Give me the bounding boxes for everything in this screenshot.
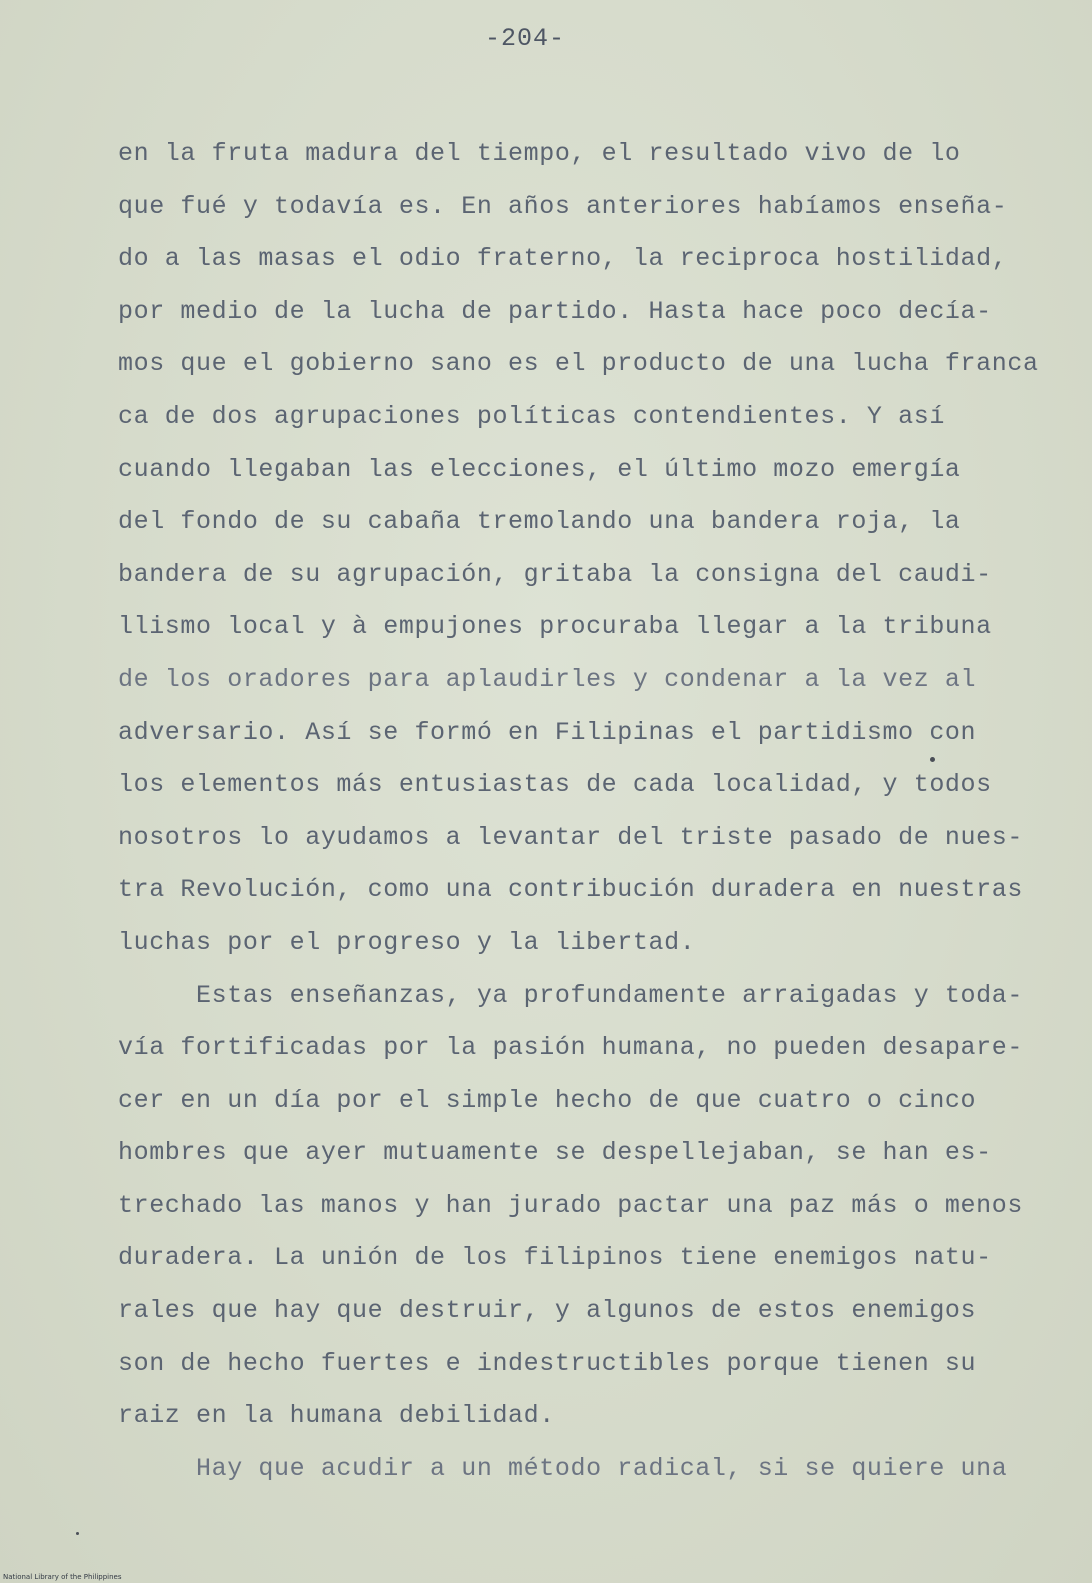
page-number: -204- bbox=[484, 24, 565, 53]
text-line: Hay que acudir a un método radical, si se quiere una bbox=[118, 1453, 1008, 1483]
ink-speck bbox=[930, 757, 935, 762]
text-line: vía fortificadas por la pasión humana, no pueden desapare- bbox=[118, 1033, 1023, 1063]
text-line: de los oradores para aplaudirles y condenar a la vez al bbox=[118, 664, 977, 694]
text-line: duradera. La unión de los filipinos tiene enemigos natu- bbox=[118, 1243, 992, 1273]
text-line: tra Revolución, como una contribución duradera en nuestras bbox=[118, 875, 1023, 905]
text-line: do a las masas el odio fraterno, la reciproca hostilidad, bbox=[118, 244, 1008, 274]
text-line: cer en un día por el simple hecho de que cuatro o cinco bbox=[118, 1085, 977, 1115]
text-line: ca de dos agrupaciones políticas contendientes. Y así bbox=[118, 401, 945, 431]
text-line: del fondo de su cabaña tremolando una bandera roja, la bbox=[118, 507, 961, 537]
text-line: cuando llegaban las elecciones, el último mozo emergía bbox=[118, 454, 961, 484]
text-line: bandera de su agrupación, gritaba la consigna del caudi- bbox=[118, 559, 992, 589]
text-line: hombres que ayer mutuamente se despellejaban, se han es- bbox=[118, 1138, 992, 1168]
library-footer: National Library of the Philippines bbox=[3, 1573, 122, 1581]
text-line: mos que el gobierno sano es el producto de una lucha franca bbox=[118, 349, 1039, 379]
body-text bbox=[118, 128, 1039, 1495]
text-line: en la fruta madura del tiempo, el resultado vivo de lo bbox=[118, 139, 961, 168]
text-line: son de hecho fuertes e indestructibles porque tienen su bbox=[118, 1348, 977, 1378]
text-line: raiz en la humana debilidad. bbox=[118, 1401, 555, 1431]
text-line: rales que hay que destruir, y algunos de estos enemigos bbox=[118, 1296, 977, 1326]
text-line: los elementos más entusiastas de cada localidad, y todos bbox=[118, 770, 992, 800]
text-line: Estas enseñanzas, ya profundamente arraigadas y toda- bbox=[118, 980, 1023, 1010]
text-line: por medio de la lucha de partido. Hasta hace poco decía- bbox=[118, 296, 992, 326]
text-line: nosotros lo ayudamos a levantar del triste pasado de nues- bbox=[118, 822, 1023, 852]
ink-speck bbox=[76, 1532, 79, 1535]
text-line: trechado las manos y han jurado pactar una paz más o menos bbox=[118, 1190, 1023, 1220]
text-line: que fué y todavía es. En años anteriores habíamos enseña- bbox=[118, 191, 1008, 221]
text-line: adversario. Así se formó en Filipinas el partidismo con bbox=[118, 717, 977, 747]
text-line: llismo local y à empujones procuraba llegar a la tribuna bbox=[118, 612, 992, 642]
text-line: luchas por el progreso y la libertad. bbox=[118, 927, 696, 957]
